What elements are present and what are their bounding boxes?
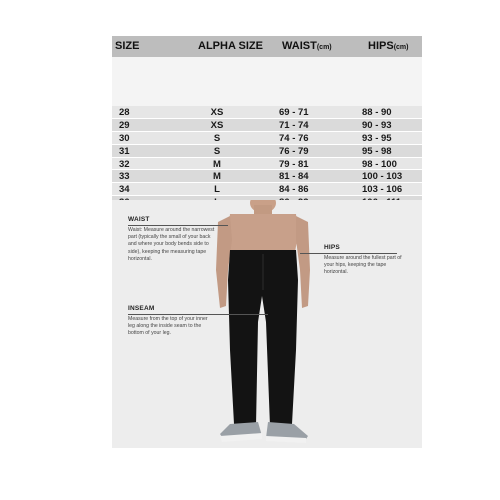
header-hips-unit: (cm) bbox=[393, 44, 409, 51]
hips-rule bbox=[300, 253, 397, 254]
waist-line: and where your body bends side to bbox=[128, 241, 209, 248]
cell-waist: 71 - 74 bbox=[279, 119, 309, 131]
cell-size: 31 bbox=[119, 145, 130, 157]
cell-alpha: M bbox=[213, 171, 221, 183]
cell-waist: 81 - 84 bbox=[279, 171, 309, 183]
cell-hips: 103 - 106 bbox=[362, 184, 403, 196]
cell-waist: 76 - 79 bbox=[279, 145, 309, 157]
header-waist-unit: (cm) bbox=[316, 44, 332, 51]
cell-hips: 98 - 100 bbox=[362, 158, 397, 170]
waist-line: part (typically the small of your back bbox=[128, 234, 211, 241]
header-alpha-size: ALPHA SIZE bbox=[198, 40, 263, 52]
cell-waist: 84 - 86 bbox=[279, 184, 309, 196]
table-row bbox=[112, 145, 422, 158]
cell-alpha: XS bbox=[210, 119, 224, 131]
inseam-title: INSEAM bbox=[128, 305, 155, 312]
hips-description bbox=[324, 255, 416, 277]
cell-hips: 95 - 98 bbox=[362, 145, 392, 157]
table-row bbox=[112, 132, 422, 145]
measurement-guide bbox=[112, 200, 422, 448]
waist-rule bbox=[128, 225, 228, 226]
hips-line: Measure around the fullest part of bbox=[324, 255, 402, 261]
cell-alpha: S bbox=[213, 145, 221, 157]
waist-description bbox=[128, 227, 233, 263]
table-row bbox=[112, 170, 422, 183]
cell-size: 34 bbox=[119, 184, 130, 196]
inseam-line: bottom of your leg. bbox=[128, 330, 171, 337]
table-row bbox=[112, 106, 422, 119]
cell-waist: 74 - 76 bbox=[279, 132, 309, 144]
cell-alpha: S bbox=[213, 132, 221, 144]
waist-line: horizontal. bbox=[128, 255, 152, 262]
inseam-line: leg along the inside seam to the bbox=[128, 323, 202, 330]
cell-waist: 69 - 71 bbox=[279, 107, 309, 118]
cell-alpha: M bbox=[213, 158, 221, 170]
inseam-description bbox=[128, 316, 228, 338]
cell-hips: 100 - 103 bbox=[362, 171, 403, 183]
header-spacer bbox=[112, 57, 422, 106]
table-row bbox=[112, 158, 422, 171]
cell-size: 29 bbox=[119, 119, 130, 131]
cell-size: 28 bbox=[119, 107, 130, 118]
waist-title: WAIST bbox=[128, 216, 150, 223]
cell-size: 30 bbox=[119, 132, 130, 144]
table-row bbox=[112, 183, 422, 196]
cell-alpha: XS bbox=[210, 107, 224, 118]
size-chart bbox=[112, 36, 422, 198]
cell-hips: 93 - 95 bbox=[362, 132, 392, 144]
waist-line: Waist: Measure around the narrowest bbox=[128, 227, 215, 233]
cell-hips: 88 - 90 bbox=[362, 107, 392, 118]
header-waist-label: WAIST bbox=[282, 40, 317, 52]
inseam-rule bbox=[128, 314, 268, 315]
hips-title: HIPS bbox=[324, 244, 340, 251]
cell-waist: 79 - 81 bbox=[279, 158, 309, 170]
model-right-arm bbox=[296, 216, 310, 308]
model-torso bbox=[228, 214, 298, 252]
header-hips-label: HIPS bbox=[368, 40, 394, 52]
cell-size: 33 bbox=[119, 171, 130, 183]
header-waist bbox=[282, 40, 332, 52]
inseam-line: Measure from the top of your inner bbox=[128, 316, 208, 322]
cell-hips: 90 - 93 bbox=[362, 119, 392, 131]
hips-line: horizontal. bbox=[324, 269, 348, 276]
cell-alpha: L bbox=[214, 184, 220, 196]
header-size: SIZE bbox=[115, 40, 140, 52]
header-hips bbox=[368, 40, 408, 52]
cell-size: 32 bbox=[119, 158, 130, 170]
hips-line: your hips, keeping the tape bbox=[324, 262, 387, 269]
table-row bbox=[112, 119, 422, 132]
waist-line: side), keeping the measuring tape bbox=[128, 248, 207, 255]
size-chart-header bbox=[112, 36, 422, 57]
